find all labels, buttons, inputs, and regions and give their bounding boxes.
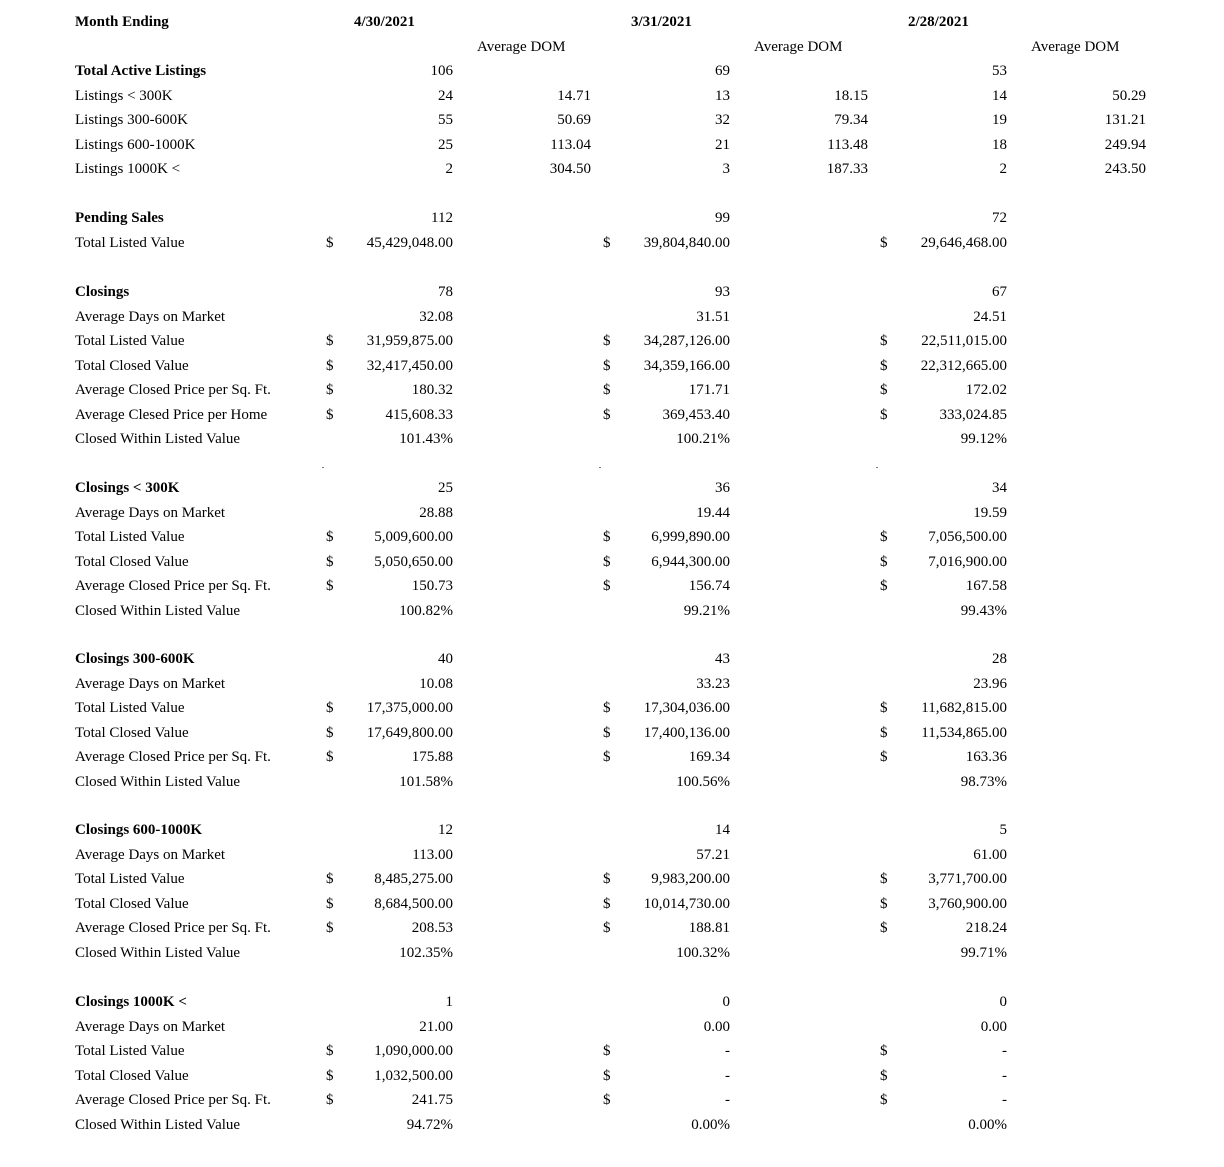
- value-cell: 29,646,468.00: [920, 234, 1007, 251]
- currency-symbol: $: [603, 553, 611, 570]
- row-label: Average Days on Market: [75, 308, 226, 325]
- value-cell: 415,608.33: [385, 406, 453, 423]
- average-dom-cell: 50.69: [557, 112, 591, 128]
- row-label: Average Closed Price per Sq. Ft.: [75, 1092, 271, 1108]
- value-cell: 150.73: [411, 578, 453, 594]
- value-cell: 101.43%: [399, 431, 453, 447]
- value-cell: 45,429,048.00: [366, 234, 453, 251]
- currency-symbol: $: [880, 871, 888, 887]
- row-label: Average Clesed Price per Home: [75, 406, 268, 423]
- value-cell: 100.56%: [676, 773, 730, 790]
- value-cell: 34,287,126.00: [643, 333, 730, 349]
- value-cell: 241.75: [411, 1092, 453, 1108]
- row-label: Listings 600-1000K: [75, 136, 196, 153]
- currency-symbol: $: [326, 724, 334, 741]
- value-cell: 69: [715, 63, 730, 79]
- section-heading: Pending Sales: [75, 210, 164, 226]
- value-cell: 33.23: [696, 675, 730, 692]
- value-cell: 171.71: [688, 382, 730, 398]
- value-cell: 99.71%: [960, 944, 1007, 961]
- row-label: Total Listed Value: [75, 871, 185, 887]
- currency-symbol: $: [326, 529, 334, 545]
- value-cell: 19: [992, 112, 1007, 128]
- currency-symbol: $: [880, 357, 888, 374]
- value-cell: 0.00%: [691, 1116, 730, 1133]
- section-heading: Closings: [75, 284, 130, 300]
- row-label: Average Days on Market: [75, 675, 226, 692]
- row-label: Average Closed Price per Sq. Ft.: [75, 382, 271, 398]
- row-label: Total Closed Value: [75, 1067, 189, 1084]
- row-label: Average Closed Price per Sq. Ft.: [75, 920, 271, 936]
- value-cell: 22,312,665.00: [920, 357, 1007, 374]
- section-heading: Closings 1000K <: [75, 994, 187, 1010]
- value-cell: 180.32: [411, 382, 453, 398]
- value-cell: 167.58: [965, 578, 1007, 594]
- currency-symbol: $: [603, 234, 611, 251]
- value-cell: 25: [438, 136, 453, 153]
- currency-symbol: $: [880, 529, 888, 545]
- value-cell: 1,032,500.00: [374, 1067, 453, 1084]
- value-cell: 156.74: [688, 578, 730, 594]
- average-dom-cell: 18.15: [834, 87, 868, 104]
- value-cell: 24.51: [973, 308, 1007, 325]
- value-cell: 8,485,275.00: [374, 871, 453, 887]
- value-cell: 14: [992, 87, 1007, 104]
- value-cell: 32: [715, 112, 730, 128]
- value-cell: 53: [992, 63, 1007, 79]
- value-cell: 31.51: [696, 308, 730, 325]
- value-cell: 3,760,900.00: [928, 895, 1007, 912]
- value-cell: 175.88: [411, 749, 453, 765]
- value-cell: 19.59: [973, 504, 1007, 521]
- average-dom-cell: 243.50: [1104, 161, 1146, 177]
- value-cell: 10.08: [419, 675, 453, 692]
- value-cell: -: [1002, 1092, 1007, 1108]
- row-label: Total Listed Value: [75, 234, 185, 251]
- value-cell: 100.82%: [399, 602, 453, 619]
- row-label: Total Closed Value: [75, 357, 189, 374]
- value-cell: 28: [992, 651, 1007, 667]
- currency-symbol: $: [880, 553, 888, 570]
- value-cell: 14: [715, 822, 730, 838]
- currency-symbol: $: [880, 895, 888, 912]
- average-dom-cell: 14.71: [557, 87, 591, 104]
- value-cell: 17,375,000.00: [366, 700, 453, 716]
- value-cell: 24: [438, 87, 453, 104]
- value-cell: 21.00: [419, 1018, 453, 1035]
- value-cell: 32,417,450.00: [366, 357, 453, 374]
- row-label: Total Listed Value: [75, 333, 185, 349]
- currency-symbol: $: [326, 895, 334, 912]
- currency-symbol: $: [880, 920, 888, 936]
- value-cell: 113.00: [412, 846, 453, 863]
- currency-symbol: $: [326, 749, 334, 765]
- value-cell: 31,959,875.00: [366, 333, 453, 349]
- average-dom-cell: 113.04: [550, 136, 591, 153]
- row-label: Closed Within Listed Value: [75, 431, 241, 447]
- value-cell: 0.00%: [968, 1116, 1007, 1133]
- stray-mark: [322, 467, 324, 468]
- currency-symbol: $: [326, 1043, 334, 1059]
- value-cell: 169.34: [688, 749, 730, 765]
- value-cell: -: [1002, 1043, 1007, 1059]
- period-header-mar-2021: 3/31/2021: [631, 14, 692, 30]
- value-cell: 61.00: [973, 846, 1007, 863]
- currency-symbol: $: [880, 578, 888, 594]
- currency-symbol: $: [326, 382, 334, 398]
- currency-symbol: $: [603, 895, 611, 912]
- value-cell: 6,999,890.00: [651, 529, 730, 545]
- value-cell: 39,804,840.00: [643, 234, 730, 251]
- currency-symbol: $: [326, 553, 334, 570]
- row-label: Closed Within Listed Value: [75, 944, 241, 961]
- section-heading: Closings 300-600K: [75, 651, 195, 667]
- value-cell: 7,016,900.00: [928, 553, 1007, 570]
- currency-symbol: $: [880, 1067, 888, 1084]
- average-dom-cell: 131.21: [1104, 112, 1146, 128]
- currency-symbol: $: [880, 333, 888, 349]
- currency-symbol: $: [326, 871, 334, 887]
- value-cell: 7,056,500.00: [928, 529, 1007, 545]
- header-label: Month Ending: [75, 14, 169, 30]
- value-cell: 5: [999, 822, 1007, 838]
- currency-symbol: $: [326, 234, 334, 251]
- value-cell: 17,304,036.00: [643, 700, 730, 716]
- value-cell: 72: [992, 210, 1007, 226]
- value-cell: 34: [992, 480, 1007, 496]
- value-cell: 98.73%: [960, 773, 1007, 790]
- value-cell: 2: [445, 161, 453, 177]
- row-label: Total Closed Value: [75, 553, 189, 570]
- currency-symbol: $: [603, 1043, 611, 1059]
- value-cell: 6,944,300.00: [651, 553, 730, 570]
- dom-header-feb-2021: Average DOM: [1031, 39, 1120, 55]
- value-cell: 163.36: [965, 749, 1007, 765]
- row-label: Total Listed Value: [75, 1043, 185, 1059]
- value-cell: 218.24: [965, 920, 1007, 936]
- row-label: Average Days on Market: [75, 504, 226, 521]
- currency-symbol: $: [326, 1067, 334, 1084]
- value-cell: -: [725, 1043, 730, 1059]
- currency-symbol: $: [326, 333, 334, 349]
- value-cell: 101.58%: [399, 773, 453, 790]
- value-cell: 8,684,500.00: [374, 895, 453, 912]
- value-cell: 36: [715, 480, 730, 496]
- currency-symbol: $: [326, 406, 334, 423]
- value-cell: 22,511,015.00: [921, 333, 1007, 349]
- value-cell: 172.02: [965, 382, 1007, 398]
- value-cell: 369,453.40: [662, 406, 730, 423]
- value-cell: 100.32%: [676, 944, 730, 961]
- value-cell: 57.21: [696, 846, 730, 863]
- value-cell: 0.00: [980, 1018, 1007, 1035]
- value-cell: 28.88: [419, 504, 453, 521]
- value-cell: 17,649,800.00: [366, 724, 453, 741]
- value-cell: -: [725, 1067, 730, 1084]
- section-heading: Total Active Listings: [75, 63, 207, 79]
- section-heading: Closings 600-1000K: [75, 822, 203, 838]
- row-label: Total Closed Value: [75, 724, 189, 741]
- row-label: Total Listed Value: [75, 529, 185, 545]
- value-cell: 1: [445, 994, 453, 1010]
- currency-symbol: $: [603, 1067, 611, 1084]
- stray-mark: [876, 467, 878, 468]
- currency-symbol: $: [603, 871, 611, 887]
- dom-header-mar-2021: Average DOM: [754, 39, 843, 55]
- dom-header-apr-2021: Average DOM: [477, 39, 566, 55]
- value-cell: 25: [438, 480, 453, 496]
- row-label: Average Closed Price per Sq. Ft.: [75, 749, 271, 765]
- value-cell: 100.21%: [676, 431, 730, 447]
- currency-symbol: $: [603, 578, 611, 594]
- currency-symbol: $: [880, 724, 888, 741]
- currency-symbol: $: [880, 382, 888, 398]
- section-heading: Closings < 300K: [75, 480, 180, 496]
- value-cell: 1,090,000.00: [374, 1043, 453, 1059]
- value-cell: 11,534,865.00: [921, 724, 1007, 741]
- currency-symbol: $: [880, 1043, 888, 1059]
- currency-symbol: $: [603, 749, 611, 765]
- currency-symbol: $: [326, 700, 334, 716]
- average-dom-cell: 113.48: [827, 136, 868, 153]
- stray-mark: [599, 467, 601, 468]
- value-cell: 23.96: [973, 675, 1007, 692]
- value-cell: 3,771,700.00: [928, 871, 1007, 887]
- currency-symbol: $: [880, 749, 888, 765]
- value-cell: 93: [715, 284, 730, 300]
- row-label: Listings 300-600K: [75, 112, 188, 128]
- value-cell: 34,359,166.00: [643, 357, 730, 374]
- period-header-feb-2021: 2/28/2021: [908, 14, 969, 30]
- value-cell: 32.08: [419, 308, 453, 325]
- value-cell: 19.44: [696, 504, 730, 521]
- row-label: Closed Within Listed Value: [75, 1116, 241, 1133]
- currency-symbol: $: [603, 406, 611, 423]
- currency-symbol: $: [880, 1092, 888, 1108]
- value-cell: 188.81: [688, 920, 730, 936]
- currency-symbol: $: [603, 700, 611, 716]
- value-cell: -: [1002, 1067, 1007, 1084]
- value-cell: 112: [431, 210, 453, 226]
- value-cell: 99: [715, 210, 730, 226]
- value-cell: 5,050,650.00: [374, 553, 453, 570]
- currency-symbol: $: [603, 920, 611, 936]
- value-cell: 99.21%: [683, 602, 730, 619]
- value-cell: 10,014,730.00: [643, 895, 730, 912]
- value-cell: 11,682,815.00: [921, 700, 1007, 716]
- value-cell: 5,009,600.00: [374, 529, 453, 545]
- value-cell: 40: [438, 651, 453, 667]
- average-dom-cell: 304.50: [549, 161, 591, 177]
- row-label: Listings 1000K <: [75, 161, 181, 177]
- currency-symbol: $: [603, 1092, 611, 1108]
- currency-symbol: $: [326, 578, 334, 594]
- average-dom-cell: 249.94: [1104, 136, 1146, 153]
- value-cell: 55: [438, 112, 453, 128]
- value-cell: 12: [438, 822, 453, 838]
- row-label: Total Closed Value: [75, 895, 189, 912]
- currency-symbol: $: [326, 920, 334, 936]
- currency-symbol: $: [880, 406, 888, 423]
- value-cell: 333,024.85: [939, 406, 1007, 423]
- currency-symbol: $: [326, 1092, 334, 1108]
- average-dom-cell: 187.33: [826, 161, 868, 177]
- value-cell: 208.53: [411, 920, 453, 936]
- currency-symbol: $: [880, 700, 888, 716]
- value-cell: 21: [715, 136, 730, 153]
- value-cell: 99.12%: [960, 431, 1007, 447]
- average-dom-cell: 79.34: [834, 112, 868, 128]
- row-label: Closed Within Listed Value: [75, 602, 241, 619]
- row-label: Total Listed Value: [75, 700, 185, 716]
- value-cell: 67: [992, 284, 1007, 300]
- row-label: Average Closed Price per Sq. Ft.: [75, 578, 271, 594]
- average-dom-cell: 50.29: [1112, 87, 1146, 104]
- period-header-apr-2021: 4/30/2021: [354, 14, 415, 30]
- value-cell: 0: [722, 994, 730, 1010]
- value-cell: 2: [999, 161, 1007, 177]
- value-cell: 43: [715, 651, 730, 667]
- value-cell: 99.43%: [960, 602, 1007, 619]
- value-cell: 17,400,136.00: [643, 724, 730, 741]
- value-cell: 78: [438, 284, 453, 300]
- currency-symbol: $: [603, 724, 611, 741]
- value-cell: -: [725, 1092, 730, 1108]
- row-label: Closed Within Listed Value: [75, 773, 241, 790]
- value-cell: 0: [999, 994, 1007, 1010]
- value-cell: 0.00: [703, 1018, 730, 1035]
- value-cell: 9,983,200.00: [651, 871, 730, 887]
- row-label: Average Days on Market: [75, 846, 226, 863]
- value-cell: 102.35%: [399, 944, 453, 961]
- row-label: Average Days on Market: [75, 1018, 226, 1035]
- currency-symbol: $: [880, 234, 888, 251]
- currency-symbol: $: [603, 357, 611, 374]
- value-cell: 18: [992, 136, 1007, 153]
- value-cell: 94.72%: [406, 1116, 453, 1133]
- value-cell: 13: [715, 87, 730, 104]
- currency-symbol: $: [603, 529, 611, 545]
- value-cell: 3: [722, 161, 730, 177]
- currency-symbol: $: [603, 382, 611, 398]
- currency-symbol: $: [603, 333, 611, 349]
- row-label: Listings < 300K: [75, 87, 173, 104]
- currency-symbol: $: [326, 357, 334, 374]
- value-cell: 106: [430, 63, 453, 79]
